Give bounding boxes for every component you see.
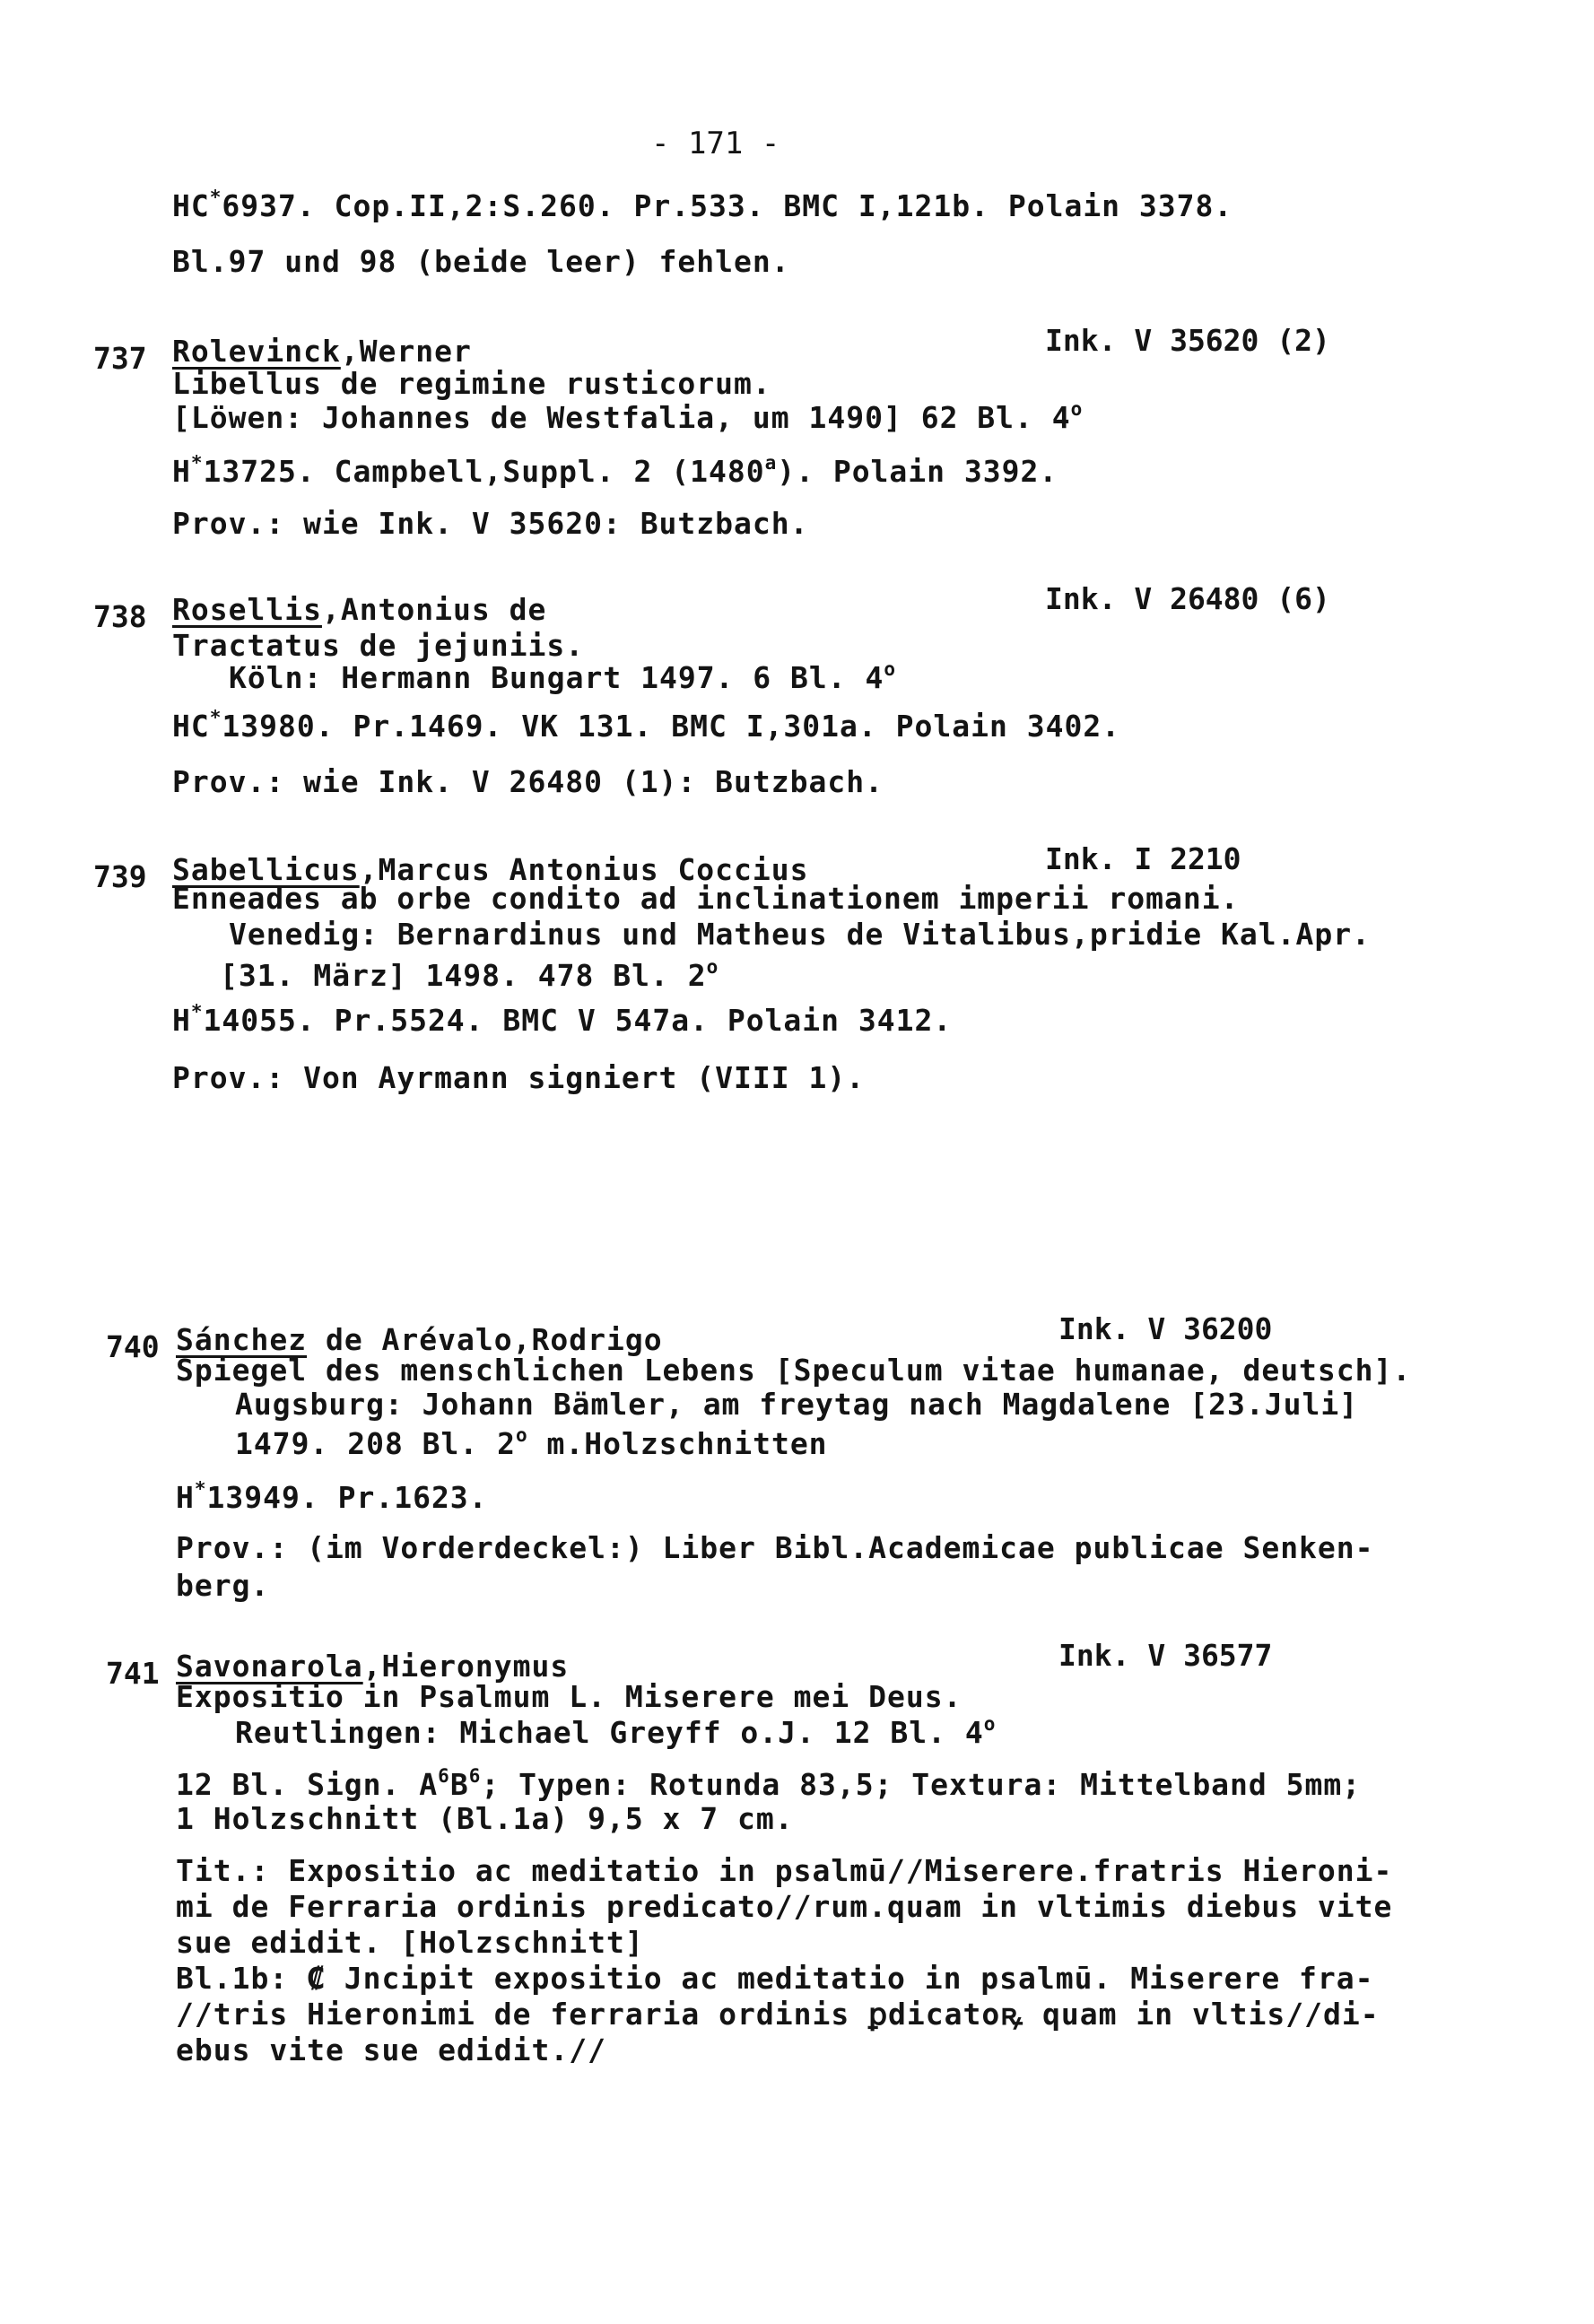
ref-text-end: ). Polain 3392. (777, 454, 1058, 489)
entry-references (172, 454, 1058, 490)
entry-imprint-line1: Augsburg: Johann Bämler, am freytag nach Magdalene [23.Juli] (235, 1387, 1359, 1422)
entry-imprint-line1: Venedig: Bernardinus und Matheus de Vitalibus,pridie Kal.Apr. (229, 917, 1371, 952)
author-forename: ,Werner (340, 334, 472, 369)
entry-illustration: 1 Holzschnitt (Bl.1a) 9,5 x 7 cm. (176, 1801, 794, 1836)
entry-imprint-line2 (235, 1426, 828, 1462)
entry-number: 738 (93, 599, 147, 634)
author-surname: Sánchez (176, 1322, 308, 1357)
format-sup: o (983, 1713, 997, 1735)
entry-incipit-3: ebus vite sue edidit.// (176, 2032, 606, 2067)
author-forename: ,Marcus Antonius Coccius (359, 852, 809, 887)
imprint-text: 1479. 208 Bl. 2 (235, 1426, 517, 1461)
ref-star: * (190, 1001, 204, 1023)
imprint-text: [Löwen: Johannes de Westfalia, um 1490] 62 Bl. 4 (172, 400, 1071, 435)
ref-star: * (209, 187, 222, 208)
ref-text: 14055. Pr.5524. BMC V 547a. Polain 3412. (203, 1003, 953, 1038)
entry-author (172, 334, 472, 370)
collation-types: ; Typen: Rotunda 83,5; Textura: Mittelband 5mm; (481, 1767, 1362, 1802)
ref-prefix: HC (172, 188, 210, 223)
entry-title: Enneades ab orbe condito ad inclinationem imperii romani. (172, 881, 1240, 916)
author-surname: Savonarola (176, 1649, 363, 1684)
signature-sup: 6 (438, 1765, 450, 1787)
entry-title-transcription-2: mi de Ferraria ordinis predicato//rum.quam in vltimis diebus vite (176, 1889, 1393, 1924)
collation-text: 12 Bl. Sign. A (176, 1767, 439, 1802)
entry-imprint (172, 400, 1083, 436)
ref-text: 13725. Campbell,Suppl. 2 (1480 (203, 454, 765, 489)
imprint-text: Köln: Hermann Bungart 1497. 6 Bl. 4 (229, 660, 884, 695)
entry-incipit-1: Bl.1b: ₡ Jncipit expositio ac meditatio in psalmū. Miserere fra- (176, 1961, 1374, 1996)
entry-provenance: Prov.: Von Ayrmann signiert (VIII 1). (172, 1060, 866, 1095)
entry-references (172, 1003, 952, 1039)
ref-prefix: H (172, 1003, 191, 1038)
collation-letter: B (449, 1767, 469, 1802)
entry-imprint (235, 1715, 996, 1751)
entry-title: Expositio in Psalmum L. Miserere mei Deus. (176, 1679, 962, 1714)
entry-title: Spiegel des menschlichen Lebens [Speculum vitae humanae, deutsch]. (176, 1353, 1412, 1388)
imprint-text: Reutlingen: Michael Greyff o.J. 12 Bl. 4 (235, 1715, 984, 1750)
entry-title-transcription-1: Tit.: Expositio ac meditatio in psalmū//Miserere.fratris Hieroni- (176, 1853, 1393, 1888)
ref-text: 13949. Pr.1623. (206, 1480, 488, 1515)
entry-imprint (229, 660, 896, 696)
entry-imprint-line2 (220, 958, 719, 994)
author-forename: de Arévalo,Rodrigo (307, 1322, 663, 1357)
author-surname: Rosellis (172, 592, 322, 627)
entry-references (172, 709, 1120, 744)
entry-number: 739 (93, 859, 147, 894)
author-surname: Sabellicus (172, 852, 360, 887)
format-sup: o (706, 956, 719, 978)
shelfmark: Ink. V 36200 (1058, 1311, 1273, 1346)
page-number: - 171 - (651, 126, 780, 161)
format-sup: o (1070, 398, 1084, 420)
ref-text: 6937. Cop.II,2:S.260. Pr.533. BMC I,121b. Polain 3378. (222, 188, 1233, 223)
format-sup: o (516, 1424, 528, 1446)
ref-prefix: HC (172, 709, 210, 744)
ref-star: * (194, 1478, 207, 1500)
shelfmark: Ink. V 26480 (6) (1045, 581, 1330, 616)
entry-collation (176, 1767, 1361, 1803)
ref-star: * (209, 707, 222, 728)
entry-title: Libellus de regimine rusticorum. (172, 366, 771, 401)
intro-reference-line (172, 188, 1233, 224)
entry-incipit-2: //tris Hieronimi de ferraria ordinis ꝑdicatoꝶ quam in vltis//di- (176, 1997, 1380, 2032)
entry-title: Tractatus de jejuniis. (172, 628, 585, 663)
author-forename: ,Antonius de (321, 592, 547, 627)
entry-references (176, 1480, 488, 1516)
author-forename: ,Hieronymus (362, 1649, 570, 1684)
intro-note-line: Bl.97 und 98 (beide leer) fehlen. (172, 244, 790, 279)
ref-prefix: H (172, 454, 191, 489)
ref-text: 13980. Pr.1469. VK 131. BMC I,301a. Polain 3402. (222, 709, 1121, 744)
entry-provenance-line2: berg. (176, 1568, 270, 1603)
entry-number: 740 (106, 1329, 160, 1364)
shelfmark: Ink. I 2210 (1045, 841, 1241, 876)
ref-star: * (190, 452, 204, 474)
ref-prefix: H (176, 1480, 195, 1515)
ref-sup: a (764, 452, 778, 474)
imprint-text: [31. März] 1498. 478 Bl. 2 (220, 958, 707, 993)
author-surname: Rolevinck (172, 334, 341, 369)
entry-number: 737 (93, 341, 147, 376)
entry-title-transcription-3: sue edidit. [Holzschnitt] (176, 1925, 644, 1960)
imprint-note: m.Holzschnitten (527, 1426, 828, 1461)
entry-author (172, 592, 546, 628)
signature-sup: 6 (468, 1765, 482, 1787)
shelfmark: Ink. V 35620 (2) (1045, 323, 1330, 358)
entry-number: 741 (106, 1656, 160, 1691)
shelfmark: Ink. V 36577 (1058, 1638, 1273, 1673)
format-sup: o (884, 658, 897, 680)
entry-provenance: Prov.: wie Ink. V 35620: Butzbach. (172, 506, 809, 541)
entry-provenance: Prov.: wie Ink. V 26480 (1): Butzbach. (172, 764, 884, 799)
entry-provenance-line1: Prov.: (im Vorderdeckel:) Liber Bibl.Academicae publicae Senken- (176, 1530, 1374, 1565)
